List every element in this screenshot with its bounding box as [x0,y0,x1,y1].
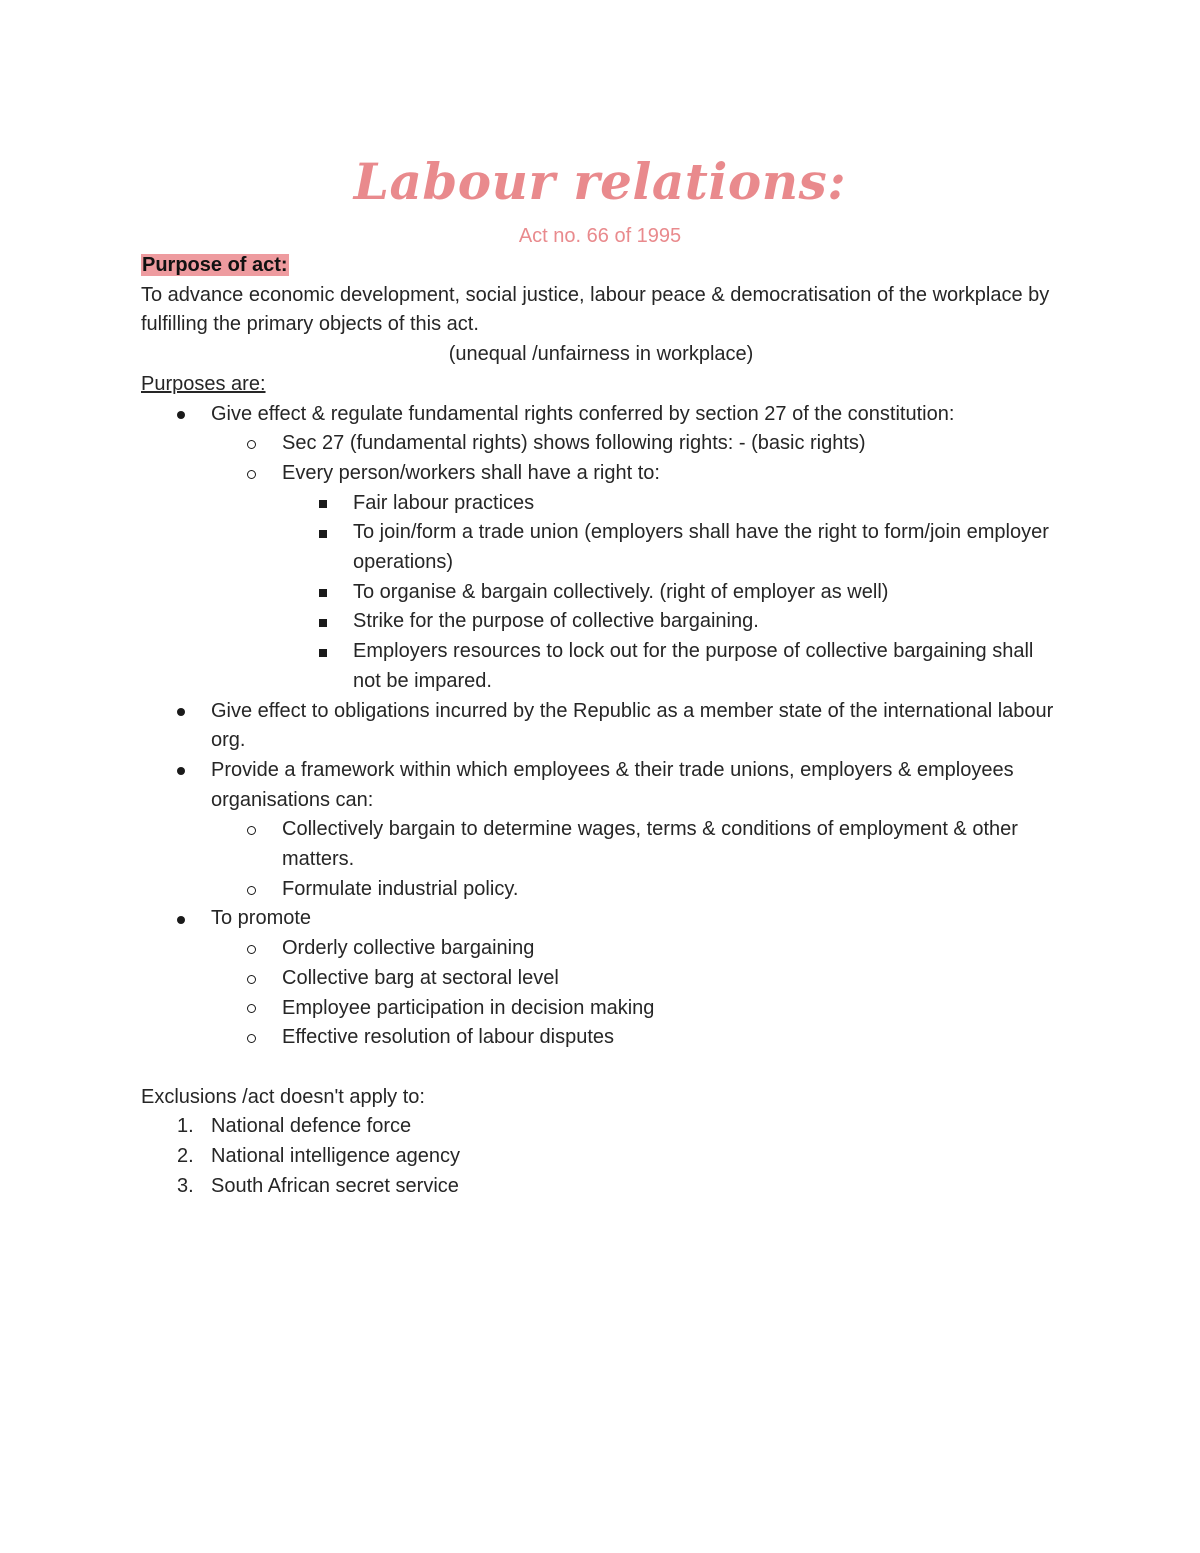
list-item [141,697,1061,756]
exclusions-label: Exclusions /act doesn't apply to: [141,1085,425,1108]
list-item-text: To join/form a trade union (employers shall have the right to form/join employer operations) [353,521,1049,574]
hollow-bullet-icon [247,994,256,1024]
list-item [141,489,1061,519]
bullet-icon [177,904,185,934]
list-number: 1. [177,1115,194,1138]
hollow-bullet-icon [247,459,256,489]
list-item-text: National defence force [211,1115,412,1138]
list-item-text: Give effect to obligations incurred by the Republic as a member state of the international labour org. [211,699,1054,752]
list-item [141,1023,1061,1053]
list-item [141,1172,1061,1202]
list-item-text: Sec 27 (fundamental rights) shows following rights: - (basic rights) [282,432,866,455]
list-item-text: To promote [211,907,312,930]
bullet-icon [177,756,185,786]
bullet-icon [177,400,185,430]
list-item-text: Employee participation in decision making [282,996,655,1019]
hollow-bullet-icon [247,934,256,964]
document-body [141,251,1061,1201]
list-item-text: Collectively bargain to determine wages, terms & conditions of employment & other matters. [282,818,1018,871]
square-bullet-icon [319,518,327,548]
list-number: 3. [177,1174,194,1197]
hollow-bullet-icon [247,429,256,459]
document-title: Labour relations: [353,152,847,211]
list-item [141,518,1061,577]
hollow-bullet-icon [247,1023,256,1053]
list-item [141,1112,1061,1142]
list-item [141,400,1061,430]
list-item-text: South African secret service [211,1174,459,1197]
list-item [141,934,1061,964]
square-bullet-icon [319,489,327,519]
list-number: 2. [177,1145,194,1168]
list-item-text: Effective resolution of labour disputes [282,1026,615,1049]
hollow-bullet-icon [247,964,256,994]
list-item-text: Every person/workers shall have a right to: [282,461,660,484]
list-item-text: Collective barg at sectoral level [282,966,559,989]
square-bullet-icon [319,637,327,667]
square-bullet-icon [319,578,327,608]
square-bullet-icon [319,607,327,637]
document-subtitle: Act no. 66 of 1995 [518,225,682,247]
list-item-text: Strike for the purpose of collective bargaining. [353,610,759,633]
list-item [141,815,1061,874]
hollow-bullet-icon [247,875,256,905]
list-item [141,994,1061,1024]
exclusions-list [141,1112,1061,1201]
list-item [141,637,1061,696]
purposes-list [141,400,1061,1053]
list-item [141,429,1061,459]
list-item-text: Orderly collective bargaining [282,937,535,960]
list-item [141,875,1061,905]
spacer [141,1053,1061,1083]
purposes-label: Purposes are: [141,372,266,395]
bullet-icon [177,697,185,727]
purpose-heading: Purpose of act: [142,254,288,276]
list-item [141,904,1061,934]
list-item-text: Employers resources to lock out for the purpose of collective bargaining shall not be impared. [353,640,1034,692]
list-item-text: To organise & bargain collectively. (right of employer as well) [353,580,889,603]
list-item [141,964,1061,994]
list-item [141,1142,1061,1172]
purpose-note: (unequal /unfairness in workplace) [448,343,754,366]
list-item [141,459,1061,489]
hollow-bullet-icon [247,815,256,845]
list-item [141,756,1061,815]
list-item-text: Fair labour practices [353,491,535,514]
list-item-text: National intelligence agency [211,1145,461,1168]
list-item [141,578,1061,608]
list-item [141,607,1061,637]
list-item-text: Formulate industrial policy. [282,877,519,900]
list-item-text: Provide a framework within which employees & their trade unions, employers & employees organisations can: [211,758,1014,811]
list-item-text: Give effect & regulate fundamental rights conferred by section 27 of the constitution: [211,402,955,425]
purpose-text: To advance economic development, social justice, labour peace & democratisation of the workplace by fulfilling the primary objects of this act. [141,283,1050,336]
